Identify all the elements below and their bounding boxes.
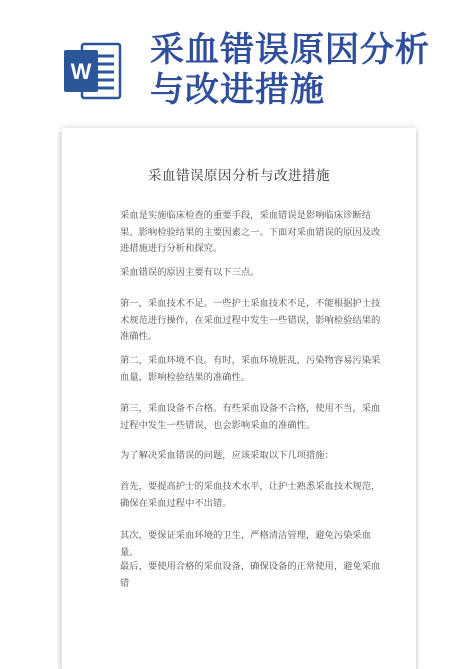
word-letter: W (70, 59, 92, 84)
document-page (62, 128, 416, 669)
page-title-line-2: 与改进措施 (150, 70, 325, 110)
document-title: 采血错误原因分析与改进措施 (148, 168, 330, 184)
paragraph: 第一，采血技术不足。一些护士采血技术不足，不能根据护士技术规范进行操作，在采血过程中发生一些错误，影响检验结果的准确性。 (120, 298, 381, 342)
paragraph: 第三，采血设备不合格。有些采血设备不合格，使用不当，采血过程中发生一些错误，也会影响采血的准确性。 (120, 403, 381, 431)
paragraph: 第二，采血环境不良。有时，采血环境脏乱，污染物容易污染采血量，影响检验结果的准确性。 (120, 355, 381, 383)
paragraph: 采血是实施临床检查的重要手段，采血错误是影响临床诊断结果、影响检验结果的主要因素之一。下面对采血错误的原因及改进措施进行分析和探究。 (120, 210, 381, 254)
paragraph: 采血错误的原因主要有以下三点。 (120, 267, 260, 278)
paragraph: 为了解决采血错误的问题，应该采取以下几项措施： (120, 450, 334, 461)
page-title-line-1: 采血错误原因分析 (150, 30, 430, 70)
header (0, 0, 474, 120)
paragraph: 首先，要提高护士的采血技术水平，让护士熟悉采血技术规范，确保在采血过程中不出错。 (120, 481, 381, 509)
paragraph: 最后，要使用合格的采血设备，确保设备的正常使用，避免采血错 (120, 561, 381, 589)
paragraph: 其次，要保证采血环境的卫生，严格清洁管理，避免污染采血量。 (120, 530, 372, 558)
word-icon (62, 40, 124, 102)
